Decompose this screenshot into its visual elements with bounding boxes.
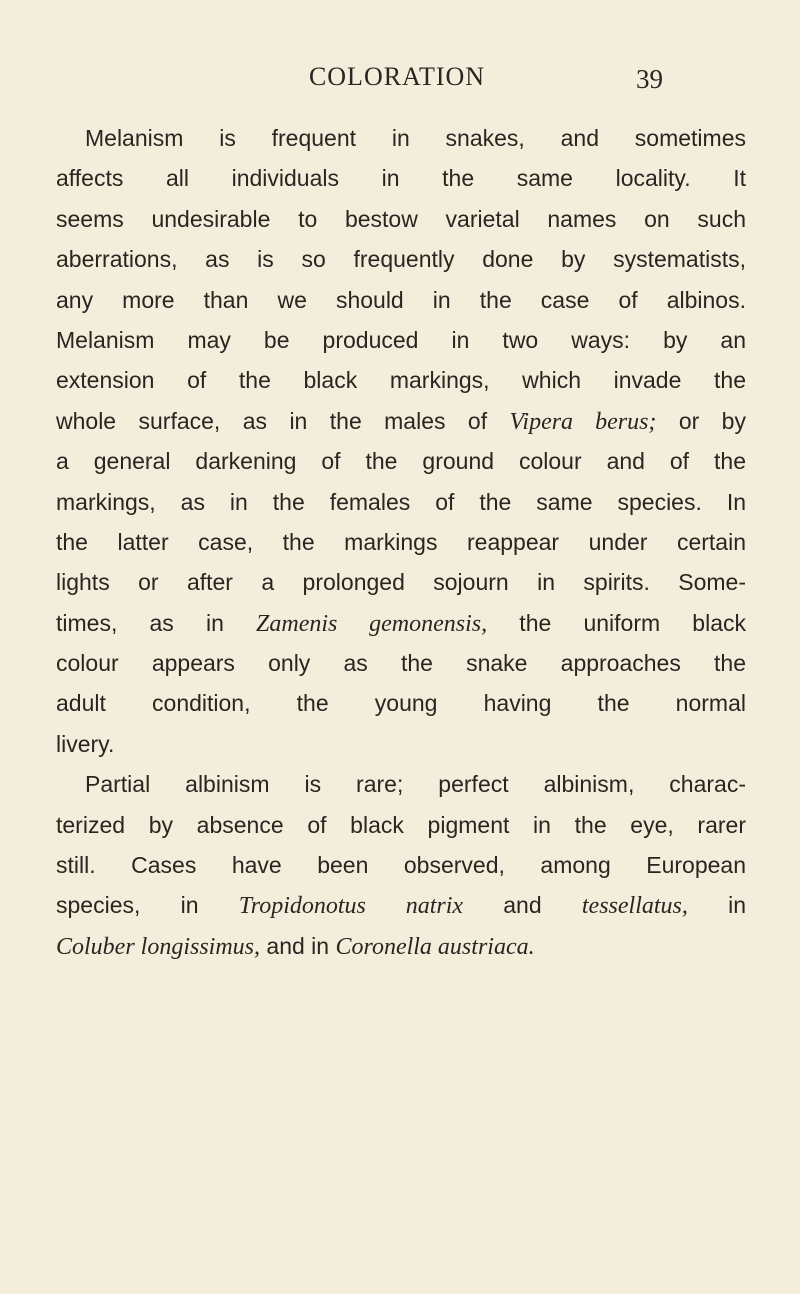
text-line: aberrations, as is so frequently done by systematists, xyxy=(56,246,746,273)
text-line: colour appears only as the snake approaches the xyxy=(56,650,746,677)
text-line: Partial albinism is rare; perfect albinism, charac- xyxy=(85,771,746,798)
species-name: Coluber longissimus, xyxy=(56,933,261,960)
text-line: markings, as in the females of the same species. In xyxy=(56,488,746,515)
running-head-title: COLORATION xyxy=(308,62,486,91)
text-fragment: in xyxy=(687,892,746,919)
text-line: livery. xyxy=(56,730,115,757)
text-line: still. Cases have been observed, among European xyxy=(56,852,746,879)
text-line: lights or after a prolonged sojourn in spirits. Some- xyxy=(56,569,746,596)
species-name: tessellatus, xyxy=(581,893,688,920)
text-line: terized by absence of black pigment in the eye, rarer xyxy=(56,811,746,838)
text-line: affects all individuals in the same locality. It xyxy=(56,165,746,192)
text-line xyxy=(56,401,746,441)
text-line: the latter case, the markings reappear under certain xyxy=(56,528,746,555)
text-fragment: times, as in xyxy=(56,609,257,636)
running-head xyxy=(0,62,800,102)
text-fragment: species, in xyxy=(56,892,239,919)
text-line: seems undesirable to bestow varietal names on such xyxy=(56,205,746,232)
text-line: extension of the black markings, which invade the xyxy=(56,367,746,394)
text-line: a general darkening of the ground colour and of the xyxy=(56,448,746,475)
species-name: Tropidonotus natrix xyxy=(238,893,464,920)
text-line xyxy=(56,926,746,966)
text-line: Melanism is frequent in snakes, and sometimes xyxy=(85,125,746,151)
page-number: 39 xyxy=(636,64,663,94)
species-name: Coronella austriaca. xyxy=(335,933,535,960)
species-name: Vipera berus; xyxy=(509,408,657,435)
text-line: any more than we should in the case of albinos. xyxy=(56,286,746,313)
text-line: Melanism may be produced in two ways: by an xyxy=(56,326,746,353)
species-name: Zamenis gemonensis, xyxy=(256,610,488,637)
body-text xyxy=(56,118,746,966)
text-fragment: whole surface, as in the males of xyxy=(56,407,510,434)
text-fragment: and in xyxy=(260,932,336,959)
text-line xyxy=(56,885,746,925)
text-line xyxy=(56,603,746,643)
text-line: adult condition, the young having the normal xyxy=(56,690,746,717)
text-fragment: and xyxy=(463,892,582,919)
text-fragment: or by xyxy=(656,407,746,434)
text-fragment: the uniform black xyxy=(487,609,746,636)
